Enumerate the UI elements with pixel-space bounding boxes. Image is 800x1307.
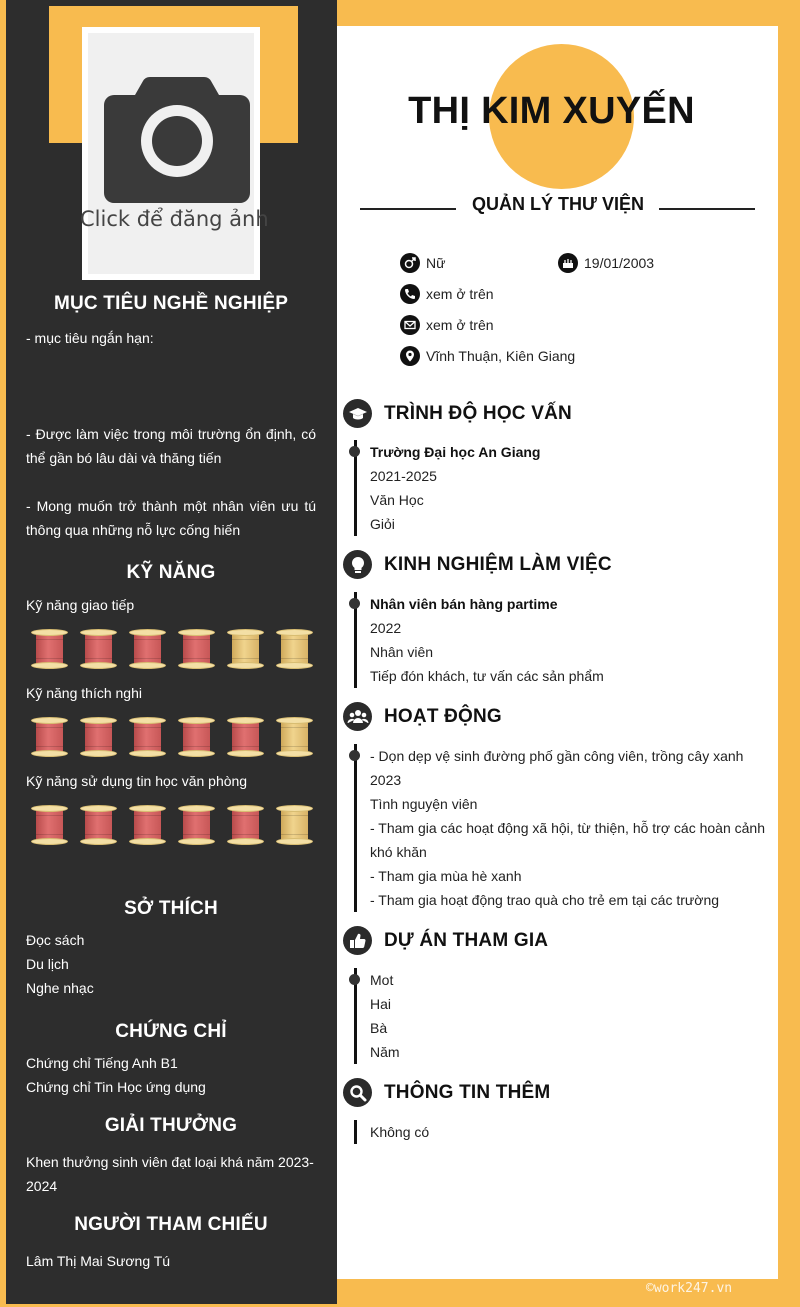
activity-line: Tình nguyện viên	[370, 796, 478, 812]
job-title: QUẢN LÝ THƯ VIỆN	[472, 194, 644, 214]
certificates-title: CHỨNG CHỈ	[115, 1021, 227, 1042]
hobbies-title: SỞ THÍCH	[124, 898, 218, 919]
experience-header	[343, 550, 612, 579]
photo-caption: Click để đăng ảnh	[80, 207, 269, 231]
spool-empty-icon	[276, 717, 313, 757]
spool-filled-icon	[227, 805, 264, 845]
education-entry	[354, 440, 540, 536]
spool-empty-icon	[227, 629, 264, 669]
spool-empty-icon	[276, 805, 313, 845]
project-line: Bà	[370, 1020, 388, 1036]
references-title: NGƯỜI THAM CHIẾU	[74, 1214, 268, 1235]
graduation-cap-icon	[343, 399, 372, 428]
birthday-cake-icon	[558, 253, 578, 273]
education-title: TRÌNH ĐỘ HỌC VẤN	[384, 402, 572, 424]
skills-list	[26, 593, 316, 857]
skill-item	[26, 681, 316, 769]
activity-line: - Tham gia hoạt động trao quà cho trẻ em tại các trường	[370, 892, 720, 908]
hobbies-list	[26, 928, 316, 1000]
activities-header	[343, 702, 502, 731]
certificate-item: Chứng chỉ Tiếng Anh B1	[26, 1055, 178, 1071]
gender-row	[400, 253, 445, 273]
timeline-dot	[349, 446, 360, 457]
watermark: ©work247.vn	[646, 1281, 733, 1296]
education-grade: Giỏi	[370, 516, 395, 532]
spool-filled-icon	[227, 717, 264, 757]
experience-description: Tiếp đón khách, tư vấn các sản phẩm	[370, 668, 604, 684]
skill-label: Kỹ năng sử dụng tin học văn phòng	[26, 773, 248, 789]
awards-text: Khen thưởng sinh viên đạt loại khá năm 2023-2024	[26, 1154, 314, 1194]
projects-header	[343, 926, 548, 955]
project-line: Năm	[370, 1044, 400, 1060]
skill-rating	[26, 705, 316, 769]
candidate-name: THỊ KIM XUYẾN	[408, 90, 695, 132]
photo-placeholder[interactable]	[80, 33, 269, 274]
awards-title: GIẢI THƯỞNG	[104, 1115, 238, 1136]
spool-empty-icon	[276, 629, 313, 669]
main-content	[337, 26, 778, 1279]
email-value: xem ở trên	[426, 317, 494, 333]
skill-item	[26, 769, 316, 857]
photo-upload[interactable]	[80, 27, 269, 280]
spool-filled-icon	[80, 805, 117, 845]
more-info-title: THÔNG TIN THÊM	[384, 1081, 551, 1103]
projects-entry	[354, 968, 400, 1064]
search-icon	[343, 1078, 372, 1107]
divider-right	[659, 208, 755, 210]
experience-position: Nhân viên bán hàng partime	[370, 596, 558, 612]
activities-title: HOẠT ĐỘNG	[384, 705, 502, 727]
objective-section	[26, 293, 316, 315]
gender-icon	[400, 253, 420, 273]
activity-line: - Dọn dẹp vệ sinh đường phố gần công viên, trồng cây xanh	[370, 748, 744, 764]
objective-line-1: - mục tiêu ngắn hạn:	[26, 330, 154, 346]
spool-filled-icon	[178, 629, 215, 669]
certificates-section	[26, 1021, 316, 1043]
phone-value: xem ở trên	[426, 286, 494, 302]
hobby-item: Du lịch	[26, 956, 69, 972]
more-info-header	[343, 1078, 550, 1107]
objective-title: MỤC TIÊU NGHỀ NGHIỆP	[53, 293, 289, 314]
spool-filled-icon	[80, 629, 117, 669]
email-row	[400, 315, 494, 335]
skill-rating	[26, 617, 316, 681]
hobby-item: Nghe nhạc	[26, 980, 94, 996]
spool-filled-icon	[129, 717, 166, 757]
birthday-row	[558, 253, 654, 273]
skills-section	[26, 562, 316, 584]
project-line: Hai	[370, 996, 392, 1012]
skill-item	[26, 593, 316, 681]
birthday-value: 19/01/2003	[584, 255, 655, 271]
certificate-item: Chứng chỉ Tin Học ứng dụng	[26, 1079, 206, 1095]
objective-line-3: - Mong muốn trở thành một nhân viên ưu tú thông qua những nỗ lực cống hiến	[26, 498, 316, 538]
location-icon	[400, 346, 420, 366]
skill-rating	[26, 793, 316, 857]
experience-title: KINH NGHIỆM LÀM VIỆC	[384, 553, 612, 575]
activity-line: - Tham gia mùa hè xanh	[370, 868, 522, 884]
school-name: Trường Đại học An Giang	[370, 444, 541, 460]
timeline-dot	[349, 750, 360, 761]
hobbies-section	[26, 898, 316, 920]
objective-line-2: - Được làm việc trong môi trường ổn định, có thể gần bó lâu dài và thăng tiến	[26, 426, 316, 466]
thumbs-up-icon	[343, 926, 372, 955]
certificates-list	[26, 1051, 316, 1099]
more-info-text: Không có	[370, 1124, 430, 1140]
gender-value: Nữ	[426, 255, 446, 271]
camera-icon	[104, 73, 250, 201]
references-text: Lâm Thị Mai Sương Tú	[26, 1253, 171, 1269]
lightbulb-icon	[343, 550, 372, 579]
group-icon	[343, 702, 372, 731]
sidebar	[6, 0, 337, 1304]
address-row	[400, 346, 575, 366]
projects-title: DỰ ÁN THAM GIA	[384, 929, 549, 951]
spool-filled-icon	[31, 805, 68, 845]
spool-filled-icon	[178, 717, 215, 757]
phone-icon	[400, 284, 420, 304]
phone-row	[400, 284, 494, 304]
hobby-item: Đọc sách	[26, 932, 85, 948]
spool-filled-icon	[80, 717, 117, 757]
skills-title: KỸ NĂNG	[126, 562, 216, 583]
experience-role: Nhân viên	[370, 644, 434, 660]
skill-label: Kỹ năng thích nghi	[26, 685, 142, 701]
education-years: 2021-2025	[370, 468, 437, 484]
timeline-dot	[349, 974, 360, 985]
address-value: Vĩnh Thuận, Kiên Giang	[426, 348, 576, 364]
awards-section	[26, 1115, 316, 1137]
spool-filled-icon	[31, 629, 68, 669]
activity-line: 2023	[370, 772, 402, 788]
activity-line: - Tham gia các hoạt động xã hội, từ thiện, hỗ trợ các hoàn cảnh khó khăn	[370, 820, 765, 860]
timeline-dot	[349, 598, 360, 609]
experience-entry	[354, 592, 604, 688]
more-info-entry	[354, 1120, 429, 1144]
spool-filled-icon	[31, 717, 68, 757]
education-header	[343, 399, 572, 428]
references-section	[26, 1214, 316, 1236]
email-icon	[400, 315, 420, 335]
spool-filled-icon	[178, 805, 215, 845]
experience-year: 2022	[370, 620, 402, 636]
spool-filled-icon	[129, 629, 166, 669]
skill-label: Kỹ năng giao tiếp	[26, 597, 135, 613]
spool-filled-icon	[129, 805, 166, 845]
activities-entry	[354, 744, 765, 912]
project-line: Mot	[370, 972, 394, 988]
education-major: Văn Học	[370, 492, 424, 508]
divider-left	[360, 208, 456, 210]
